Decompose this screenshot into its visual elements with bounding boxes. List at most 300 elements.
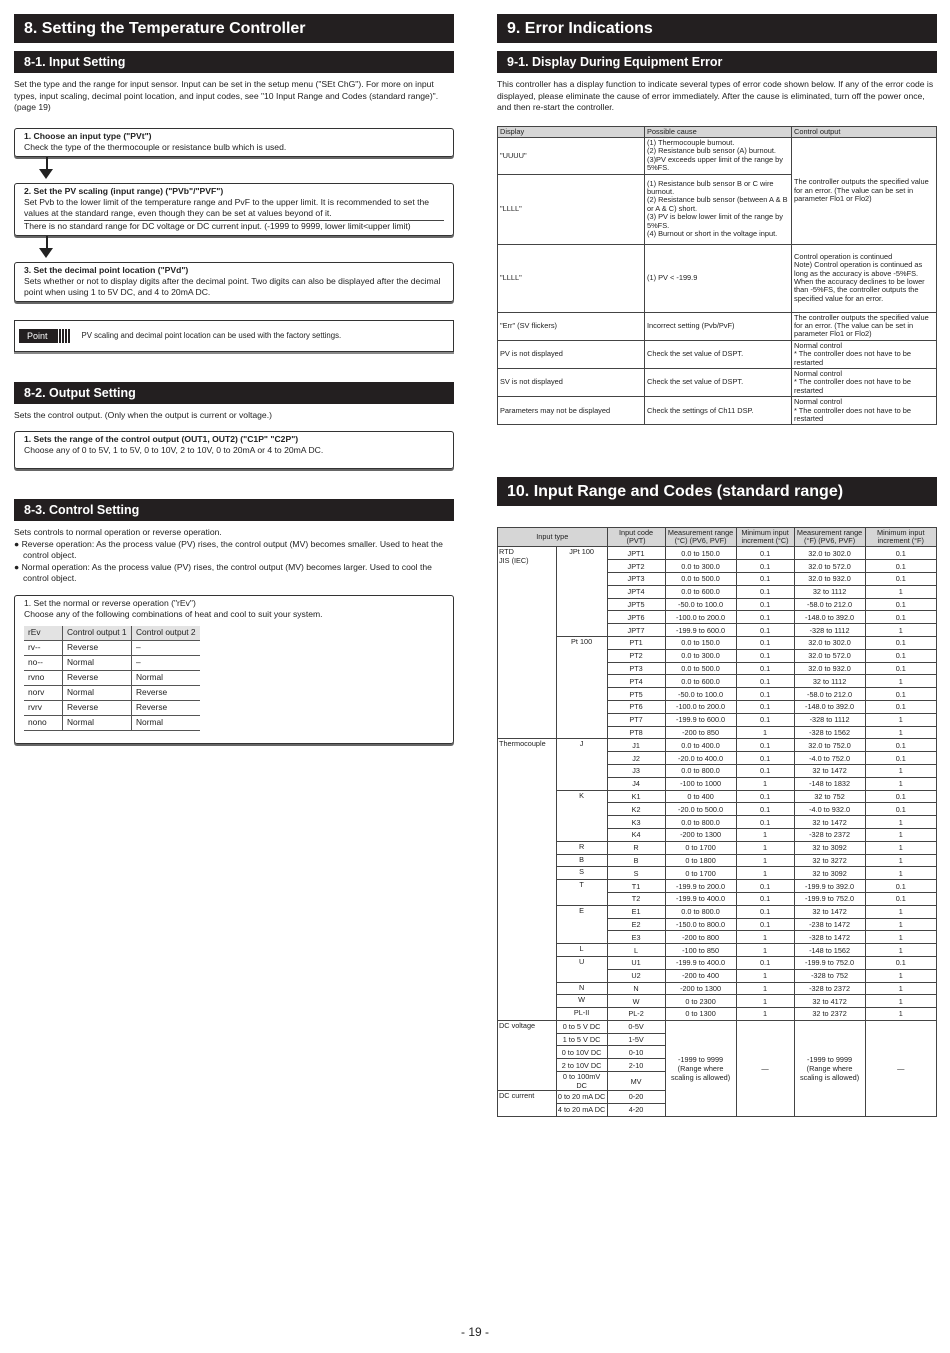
table-cell: -199.9 to 400.0 xyxy=(665,956,736,969)
step-text: Choose any of 0 to 5V, 1 to 5V, 0 to 10V, 2 to 10V, 0 to 20mA or 4 to 20mA DC. xyxy=(24,445,324,455)
table-cell: 32 to 1472 xyxy=(794,816,865,829)
table-cell: 32.0 to 302.0 xyxy=(794,547,865,560)
table-cell: 1 xyxy=(865,816,936,829)
table-cell: Normal xyxy=(132,670,201,685)
table-cell: 1 xyxy=(865,777,936,790)
table-cell: 1 xyxy=(736,931,794,944)
arrow-down-icon xyxy=(39,248,53,258)
table-cell: 32 to 1472 xyxy=(794,764,865,777)
table-cell: 1 xyxy=(865,1008,936,1021)
table-cell: 1 xyxy=(865,675,936,688)
table-cell: -200 to 850 xyxy=(665,726,736,739)
table-cell: 0.1 xyxy=(736,662,794,675)
sensor-cell: E xyxy=(556,905,607,943)
error-intro: This controller has a display function to indicate several types of error code shown below. If any of the error code is displayed, please eliminate the cause of error immediately. After the cause is eliminated, turn off the power once, and then re-start the controller. xyxy=(497,79,934,112)
table-cell: 0.1 xyxy=(736,598,794,611)
table-cell: PT5 xyxy=(607,688,665,701)
table-cell: 0.1 xyxy=(736,624,794,637)
table-cell: T1 xyxy=(607,880,665,893)
table-cell: PT6 xyxy=(607,700,665,713)
table-header-cell: Minimum input increment (°C) xyxy=(736,528,794,547)
table-header-cell: Control output xyxy=(792,126,937,137)
section-8-1-title: 8-1. Input Setting xyxy=(14,51,454,73)
table-cell: 0.1 xyxy=(736,713,794,726)
error-output-cell: Control operation is continued Note) Control operation is continued as long as the accuracy is above -5%FS. When the accuracy declines to be lower than -5%FS, the controller outputs the specified value for an error. xyxy=(792,244,937,312)
table-cell: 1-5V xyxy=(607,1033,665,1046)
table-cell: 0 to 1800 xyxy=(665,854,736,867)
table-cell: N xyxy=(607,982,665,995)
table-cell: 32 to 752 xyxy=(794,790,865,803)
table-cell: -200 to 1300 xyxy=(665,982,736,995)
table-cell: 0.0 to 500.0 xyxy=(665,662,736,675)
table-cell: JPT1 xyxy=(607,547,665,560)
table-cell: 1 xyxy=(736,777,794,790)
table-cell: -100 to 1000 xyxy=(665,777,736,790)
table-cell: 0 to 100mV DC xyxy=(556,1072,607,1091)
table-cell: 32 to 4172 xyxy=(794,995,865,1008)
bullet-reverse: ● Reverse operation: As the process value (PV) rises, the control output (MV) becomes smaller. Used to heat the control object. xyxy=(14,538,443,560)
error-cause-cell: Check the set value of DSPT. xyxy=(645,368,792,396)
table-cell: 0.1 xyxy=(736,739,794,752)
table-row xyxy=(24,715,200,730)
table-cell: 0.1 xyxy=(736,573,794,586)
sensor-cell: S xyxy=(556,867,607,880)
table-cell: J2 xyxy=(607,752,665,765)
table-cell: JPT2 xyxy=(607,560,665,573)
error-display-cell: "Err" (SV flickers) xyxy=(498,312,645,340)
table-cell: B xyxy=(607,854,665,867)
step-text: Check the type of the thermocouple or resistance bulb which is used. xyxy=(24,141,287,152)
table-cell: 0.1 xyxy=(736,585,794,598)
table-cell: -20.0 to 400.0 xyxy=(665,752,736,765)
table-row xyxy=(498,1020,937,1033)
table-cell: E2 xyxy=(607,918,665,931)
table-row xyxy=(498,636,937,649)
table-cell: -100.0 to 200.0 xyxy=(665,700,736,713)
table-cell: -199.9 to 600.0 xyxy=(665,624,736,637)
table-cell: 1 xyxy=(865,585,936,598)
table-cell: 4-20 xyxy=(607,1103,665,1116)
table-cell: 0 to 1300 xyxy=(665,1008,736,1021)
step-title: 1. Sets the range of the control output (OUT1, OUT2) ("C1P" "C2P") xyxy=(24,434,299,444)
table-cell: 32 to 1472 xyxy=(794,905,865,918)
table-cell: -20.0 to 500.0 xyxy=(665,803,736,816)
table-cell: nono xyxy=(24,715,63,730)
step-text: Set Pvb to the lower limit of the temperature range and PvF to the upper limit. It is recommended to set the values at the standard range, even though they can be set at values beyond of it. xyxy=(24,196,430,218)
sensor-cell: N xyxy=(556,982,607,995)
table-cell: 1 to 5 V DC xyxy=(556,1033,607,1046)
table-cell: 0.1 xyxy=(865,956,936,969)
table-cell: -328 to 2372 xyxy=(794,982,865,995)
table-cell: 0.1 xyxy=(736,880,794,893)
table-cell: 4 to 20 mA DC xyxy=(557,1105,606,1115)
table-cell: PT1 xyxy=(607,636,665,649)
table-header-cell: Input type xyxy=(498,528,608,547)
table-cell: 1 xyxy=(736,982,794,995)
table-cell: 0.1 xyxy=(865,892,936,905)
section-9-title: 9. Error Indications xyxy=(497,14,937,43)
table-cell: PT2 xyxy=(607,649,665,662)
table-cell: E1 xyxy=(607,905,665,918)
table-cell: -4.0 to 752.0 xyxy=(794,752,865,765)
table-cell: 0.0 to 150.0 xyxy=(665,636,736,649)
table-cell: 1 xyxy=(865,828,936,841)
error-display-cell: "LLLL" xyxy=(498,174,645,244)
input-type-cell: DC current xyxy=(498,1091,557,1117)
table-cell: J3 xyxy=(607,764,665,777)
table-cell: U2 xyxy=(607,969,665,982)
dc-range-cell: -1999 to 9999 (Range where scaling is allowed) xyxy=(794,1020,865,1116)
table-cell: 1 xyxy=(736,1008,794,1021)
table-cell: JPT4 xyxy=(607,585,665,598)
table-cell: 1 xyxy=(736,969,794,982)
section-8-title: 8. Setting the Temperature Controller xyxy=(14,14,454,43)
table-cell: -328 to 2372 xyxy=(794,828,865,841)
table-cell: no-- xyxy=(24,655,63,670)
input-type-cell: RTD JIS (IEC) xyxy=(498,547,557,739)
section-9-1-title: 9-1. Display During Equipment Error xyxy=(497,51,937,73)
rev-table xyxy=(24,626,200,731)
table-cell: 0.1 xyxy=(865,739,936,752)
sensor-cell: JPt 100 xyxy=(556,547,607,637)
table-cell: -50.0 to 100.0 xyxy=(665,688,736,701)
table-cell: -200 to 400 xyxy=(665,969,736,982)
table-row xyxy=(24,700,200,715)
step-text: Choose any of the following combinations of heat and cool to suit your system. xyxy=(24,608,323,619)
sensor-cell: R xyxy=(556,841,607,854)
error-display-cell: "LLLL" xyxy=(498,244,645,312)
table-cell: norv xyxy=(24,685,63,700)
table-cell: -200 to 800 xyxy=(665,931,736,944)
sensor-cell: L xyxy=(556,944,607,957)
table-cell: 2 to 10V DC xyxy=(556,1059,607,1072)
table-cell: -199.9 to 752.0 xyxy=(794,892,865,905)
table-cell: 0.0 to 600.0 xyxy=(665,585,736,598)
step-title: 1. Choose an input type ("PVt") xyxy=(24,130,152,141)
table-cell: 32.0 to 572.0 xyxy=(794,649,865,662)
table-cell: 0 to 5 V DC xyxy=(556,1020,607,1033)
table-cell: -328 to 1112 xyxy=(794,713,865,726)
table-cell: 0.1 xyxy=(865,547,936,560)
table-cell: 1 xyxy=(865,764,936,777)
table-cell: 1 xyxy=(865,944,936,957)
table-cell: 1 xyxy=(865,918,936,931)
table-cell: 0.1 xyxy=(736,649,794,662)
table-cell: 32.0 to 572.0 xyxy=(794,560,865,573)
table-header xyxy=(498,528,937,547)
error-cause-cell: (1) Thermocouple burnout. (2) Resistance bulb sensor (A) burnout. (3)PV exceeds upper limit of the range by 5%FS. xyxy=(645,137,792,174)
table-cell: 0.1 xyxy=(736,816,794,829)
table-header xyxy=(24,626,200,641)
table-cell: 1 xyxy=(736,995,794,1008)
table-cell: J1 xyxy=(607,739,665,752)
table-cell: 1 xyxy=(865,624,936,637)
arrow-down-icon xyxy=(39,169,53,179)
error-display-cell: Parameters may not be displayed xyxy=(498,397,645,425)
table-cell: L xyxy=(607,944,665,957)
table-cell: 0.1 xyxy=(736,892,794,905)
table-cell: MV xyxy=(607,1072,665,1091)
range-table xyxy=(497,527,937,1116)
error-cause-cell: Incorrect setting (Pvb/PvF) xyxy=(645,312,792,340)
table-cell: 0.1 xyxy=(736,956,794,969)
sensor-cell: PL-II xyxy=(556,1008,607,1021)
table-cell: Normal xyxy=(63,685,132,700)
step-pv-scaling xyxy=(14,183,454,236)
table-cell: 0 to 2300 xyxy=(665,995,736,1008)
table-cell: -328 to 1112 xyxy=(794,624,865,637)
table-cell: -199.9 to 600.0 xyxy=(665,713,736,726)
table-cell: 32 to 1112 xyxy=(794,585,865,598)
sensor-cell: U xyxy=(556,956,607,982)
table-cell: K1 xyxy=(607,790,665,803)
table-cell: 0.0 to 800.0 xyxy=(665,764,736,777)
table-cell: S xyxy=(607,867,665,880)
table-cell: 0.1 xyxy=(865,688,936,701)
table-cell: 0.1 xyxy=(865,880,936,893)
table-header-cell: Possible cause xyxy=(645,126,792,137)
table-cell: -150.0 to 800.0 xyxy=(665,918,736,931)
input-type-cell: DC voltage xyxy=(498,1020,557,1090)
table-cell: 0.1 xyxy=(736,790,794,803)
step-title: 1. Set the normal or reverse operation ("rEv") xyxy=(24,597,196,608)
section-8-3-title: 8-3. Control Setting xyxy=(14,499,454,521)
table-row xyxy=(498,739,937,752)
table-cell: 0.1 xyxy=(736,803,794,816)
table-cell: 1 xyxy=(736,854,794,867)
table-cell: 2-10 xyxy=(607,1059,665,1072)
table-cell: 0.0 to 300.0 xyxy=(665,560,736,573)
table-cell: -199.9 to 400.0 xyxy=(665,892,736,905)
table-cell: 0.1 xyxy=(865,560,936,573)
error-cause-cell: (1) PV < -199.9 xyxy=(645,244,792,312)
table-cell: 0.0 to 800.0 xyxy=(665,816,736,829)
table-cell: 1 xyxy=(865,726,936,739)
table-cell: R xyxy=(607,841,665,854)
sensor-cell: Pt 100 xyxy=(556,636,607,738)
flow-arrow-line xyxy=(46,157,48,169)
table-cell: K3 xyxy=(607,816,665,829)
step-text: Sets whether or not to display digits after the decimal point. Two digits can also be displayed after the decimal point when using 1 to 5V DC, and 4 to 20mA DC. xyxy=(24,275,441,297)
table-header-cell: Minimum input increment (°F) xyxy=(865,528,936,547)
step-input-type xyxy=(14,128,454,157)
table-cell: 32.0 to 932.0 xyxy=(794,662,865,675)
table-cell: -100 to 850 xyxy=(665,944,736,957)
table-cell: Reverse xyxy=(63,700,132,715)
table-header-cell: Measurement range (°F) (PV6, PVF) xyxy=(794,528,865,547)
table-cell: T2 xyxy=(607,892,665,905)
step-title: 2. Set the PV scaling (input range) ("PVb"/"PVF") xyxy=(24,185,224,196)
table-cell: Normal xyxy=(63,715,132,730)
table-cell: Reverse xyxy=(63,670,132,685)
table-header-cell: rEv xyxy=(24,626,63,641)
table-cell: -148 to 1832 xyxy=(794,777,865,790)
table-cell: 0.1 xyxy=(865,649,936,662)
table-cell: PT3 xyxy=(607,662,665,675)
sensor-cell: B xyxy=(556,854,607,867)
page-number: - 19 - xyxy=(460,1325,489,1339)
table-header-cell: Measurement range (°C) (PV6, PVF) xyxy=(665,528,736,547)
table-cell: -200 to 1300 xyxy=(665,828,736,841)
table-header-cell: Control output 2 xyxy=(132,626,201,641)
table-header xyxy=(498,126,937,137)
error-display-cell: SV is not displayed xyxy=(498,368,645,396)
table-cell: 32.0 to 302.0 xyxy=(794,636,865,649)
table-cell: JPT7 xyxy=(607,624,665,637)
table-row xyxy=(498,854,937,867)
table-cell: 1 xyxy=(865,982,936,995)
table-cell: 1 xyxy=(865,905,936,918)
table-cell: 32 to 1112 xyxy=(794,675,865,688)
table-header-cell: Input code (PVT) xyxy=(607,528,665,547)
table-cell: -4.0 to 932.0 xyxy=(794,803,865,816)
table-cell: 0.1 xyxy=(736,752,794,765)
table-cell: -100.0 to 200.0 xyxy=(665,611,736,624)
table-header-cell: Control output 1 xyxy=(63,626,132,641)
section-10-title: 10. Input Range and Codes (standard range) xyxy=(497,477,937,506)
point-note xyxy=(14,320,454,352)
sensor-cell: K xyxy=(556,790,607,841)
table-row xyxy=(498,244,937,312)
table-row xyxy=(24,640,200,655)
table-cell: 0 to 1700 xyxy=(665,841,736,854)
table-cell: 0.1 xyxy=(865,700,936,713)
table-row xyxy=(498,547,937,560)
table-cell: 32 to 2372 xyxy=(794,1008,865,1021)
table-row xyxy=(498,312,937,340)
table-cell: 0.0 to 400.0 xyxy=(665,739,736,752)
table-cell: JPT6 xyxy=(607,611,665,624)
table-cell: 0 to 1700 xyxy=(665,867,736,880)
table-cell: 0.1 xyxy=(865,611,936,624)
table-cell: 0.1 xyxy=(736,688,794,701)
table-cell: Normal xyxy=(132,715,201,730)
table-cell: – xyxy=(132,655,201,670)
table-row xyxy=(498,368,937,396)
dc-dash-cell: — xyxy=(865,1020,936,1116)
table-row xyxy=(498,956,937,969)
control-setting-intro: Sets controls to normal operation or reverse operation. xyxy=(14,527,222,537)
table-cell: 0-10 xyxy=(607,1046,665,1059)
table-cell: 0.1 xyxy=(736,560,794,573)
table-cell: 32 to 3092 xyxy=(794,867,865,880)
table-cell: rvrv xyxy=(24,700,63,715)
table-row xyxy=(498,1008,937,1021)
step-decimal-point xyxy=(14,262,454,302)
flow-arrow-line xyxy=(46,236,48,248)
table-cell: -238 to 1472 xyxy=(794,918,865,931)
table-cell: W xyxy=(607,995,665,1008)
table-cell: J4 xyxy=(607,777,665,790)
table-cell: rvno xyxy=(24,670,63,685)
table-cell: 1 xyxy=(865,969,936,982)
table-cell: – xyxy=(132,640,201,655)
step-title: 3. Set the decimal point location ("PVd") xyxy=(24,264,189,275)
table-cell: 1 xyxy=(865,713,936,726)
table-row xyxy=(498,995,937,1008)
table-cell: JPT5 xyxy=(607,598,665,611)
table-cell: 32 to 3092 xyxy=(794,841,865,854)
table-cell: PT4 xyxy=(607,675,665,688)
table-cell: 1 xyxy=(736,828,794,841)
input-type-cell: Thermocouple xyxy=(498,739,557,1021)
table-row xyxy=(498,880,937,893)
table-cell: E3 xyxy=(607,931,665,944)
table-cell: 1 xyxy=(865,931,936,944)
table-header-cell: Display xyxy=(498,126,645,137)
table-row xyxy=(498,841,937,854)
table-cell: 32.0 to 752.0 xyxy=(794,739,865,752)
sensor-cell: T xyxy=(556,880,607,906)
table-cell: 0.1 xyxy=(865,803,936,816)
bullet-reverse-text: Reverse operation: As the process value (PV) rises, the control output (MV) becomes smaller. Used to heat the control object. xyxy=(21,538,443,560)
table-cell: Reverse xyxy=(132,700,201,715)
table-cell: 0.1 xyxy=(736,547,794,560)
error-display-cell: PV is not displayed xyxy=(498,340,645,368)
table-cell: 0.1 xyxy=(865,598,936,611)
output-setting-intro: Sets the control output. (Only when the output is current or voltage.) xyxy=(14,409,272,420)
table-cell: 0 to 20 mA DC xyxy=(557,1092,606,1102)
table-cell: U1 xyxy=(607,956,665,969)
table-cell: 0.1 xyxy=(736,764,794,777)
table-row xyxy=(498,137,937,174)
table-cell: 0.1 xyxy=(736,918,794,931)
table-cell: PT7 xyxy=(607,713,665,726)
table-cell: -199.9 to 200.0 xyxy=(665,880,736,893)
table-cell: 0 to 10V DC xyxy=(556,1046,607,1059)
table-cell: -328 to 1472 xyxy=(794,931,865,944)
table-row xyxy=(498,867,937,880)
section-8-2-title: 8-2. Output Setting xyxy=(14,382,454,404)
table-cell: 0.0 to 300.0 xyxy=(665,649,736,662)
table-cell: PL-2 xyxy=(607,1008,665,1021)
table-cell: 0.0 to 150.0 xyxy=(665,547,736,560)
table-row xyxy=(24,685,200,700)
table-cell: 0.1 xyxy=(865,790,936,803)
table-row xyxy=(498,397,937,425)
step-text-note: There is no standard range for DC voltage or DC current input. (-1999 to 9999, lower limit<upper limit) xyxy=(24,220,444,232)
table-cell: 0.0 to 600.0 xyxy=(665,675,736,688)
table-row xyxy=(498,790,937,803)
table-cell: 1 xyxy=(736,867,794,880)
table-cell: 0.1 xyxy=(865,662,936,675)
table-cell: 0.1 xyxy=(865,636,936,649)
table-cell: 0.0 to 800.0 xyxy=(665,905,736,918)
table-cell: -58.0 to 212.0 xyxy=(794,598,865,611)
error-cause-cell: Check the set value of DSPT. xyxy=(645,340,792,368)
table-cell: 0.1 xyxy=(736,700,794,713)
table-cell: -199.9 to 392.0 xyxy=(794,880,865,893)
table-cell: 0.1 xyxy=(736,611,794,624)
table-cell: -148.0 to 392.0 xyxy=(794,611,865,624)
dc-dash-cell: — xyxy=(736,1020,794,1116)
right-column xyxy=(497,14,937,1117)
table-cell: 1 xyxy=(865,854,936,867)
table-cell: 1 xyxy=(736,726,794,739)
left-column xyxy=(14,14,454,744)
table-cell: 0 to 400 xyxy=(665,790,736,803)
table-row xyxy=(498,340,937,368)
table-cell: Normal xyxy=(63,655,132,670)
table-cell: -328 to 752 xyxy=(794,969,865,982)
table-cell: 1 xyxy=(865,867,936,880)
table-cell: -50.0 to 100.0 xyxy=(665,598,736,611)
error-table xyxy=(497,126,937,426)
table-cell: 1 xyxy=(736,944,794,957)
point-text: PV scaling and decimal point location can be used with the factory settings. xyxy=(81,331,342,340)
error-output-cell: Normal control * The controller does not have to be restarted xyxy=(792,368,937,396)
table-cell: 1 xyxy=(865,841,936,854)
